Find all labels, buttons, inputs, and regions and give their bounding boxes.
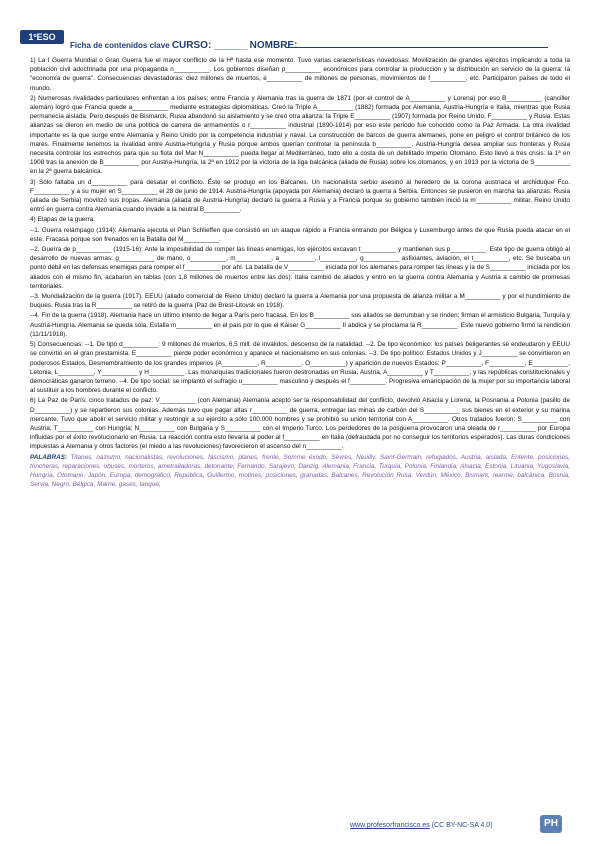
course-logo: 1ºESO: [20, 30, 64, 44]
section-4-1: --1. Guerra relámpago (1914): Alemania ejecuta el Plan Schlieffen que consistió en un ataque rápido a Francia entrando por Bélgica y Luxemburgo antes de que Rusia pueda atacar en el este. Fracasa porque son frenados en la Batalla del M__________.: [30, 226, 570, 243]
section-5: 5) Consecuencias: --1. De tipo d__________: 9 millones de muertos, 6,5 mill. de inválidos, descenso de la natalidad. --2. De tipo económico: los países beligerantes se endeudaron y EEUU se convirtió en el gran prestamista. E__________ pierde poder económico y aparece el nacionalismo en sus colonias. --3. De tipo político: Estados Unidos y J__________ se convirtieron en poderosos Estados. Desmembramiento de los grandes imperios (A__________, R__________, O__________) y aparición de nuevos Estados: P__________, F__________, E__________, Letonia, L__________, Y__________ y H__________. Las monarquías tradicionales fueron destronadas en Rusia, Austria, A__________ y T__________, y las repúblicas constitucionales y democráticas ganaron terreno. --4. De tipo social: se implantó el sufragio u__________ masculino y después el f__________. Progresiva emancipación de la mujer por su importancia laboral al sustituir a los hombres durante el conflicto.: [30, 341, 570, 395]
worksheet-content: [30, 56, 570, 490]
section-4-4: --4. Fin de la guerra (1918). Alemania hace un último intento de llegar a París pero fracasa. En los B__________ sus aliados se derrumban y se rinden; firman el armisticio Bulgaria, Turquía y Austria-Hungría. Alemania se queda sola. Estalla m__________ en el país por lo que el Káiser G__________ II abdica y se proclama la R__________. Este nuevo gobierno firmó la rendición (11/11/1918).: [30, 312, 570, 338]
footer: [350, 822, 493, 829]
word-bank-list: Titanes, nazismo, nacionalistas, revoluciones, fascismo, planes, frente, Somme éxodo, Sèvres, Neuilly, Saint-Germain, refugiados, Austria, aislada, Entente, posiciones, trincheras, reparaciones, obuses, morteros, ametralladoras, detonante, Fernando, Sarajevo, Danzig, Alemania, Francia, Turquía, Polonia, Finlandia, Alsacia, Estonia, Lituania, Yugoslavia, Hungría, Otomano, Japón, Europa, demográfico, República, Guillermo, motines, posiciones, granadas, Balcanes, Revolución Rusa, Verdún, México, Bismark, rearme, balcánica, Bosnia, Servia, Negro, Bélgica, Marne, gases, tanque,: [30, 453, 571, 489]
section-4-3: --3. Mundialización de la guerra (1917). EEUU (aliado comercial de Reino Unido) declaró la guerra a Alemania por una propuesta de alianza militar a M__________ y por el hundimiento de buques. Rusia tras la R__________ se retiró de la guerra (Paz de Brest-Litovsk en 1918).: [30, 293, 570, 310]
footer-link[interactable]: www.profesorfrancisco.es: [350, 822, 430, 829]
footer-license: (CC BY-NC-SA 4.0): [431, 822, 493, 829]
worksheet-title: Ficha de contenidos clave: [70, 41, 170, 50]
section-2: 2) Numerosas rivalidades particulares enfrentan a los países: entre Francia y Alemania tras la guerra de 1871 (por el control de A__________ y Lorena) por eso B__________ (canciller alemán) logró que Francia quede a__________ mediante estrategias diplomáticas. Creó la Triple A__________ (1882) formada por Alemania, Austria-Hungría e Italia, mientras que Rusia permanecía aislada. Pero después de Bismarck, Rusia abandonó su aislamiento y se creó otra alianza: la Triple E__________ (1907) formada por Reino Unido, F__________ y Rusia. Estas alianzas se dieron en medio de una política de carrera de armamentos o r__________ industrial (1890-1914) por eso este periodo fue conocido como la Paz Armada. La otra rivalidad importante es la que surge entre Alemania y Reino Unido por la competencia industrial y naval. La construcción de barcos de guerra alemanes, pone en peligro el control británico de los mares. Finalmente tenemos la rivalidad entre Austria-Hungría y Rusia porque ambos querían controlar la península b__________. Austria-Hungría desea ampliar sus fronteras y Rusia necesita controlar los estrechos para que su flota del Mar N__________ pueda llegar al Mediterráneo, todo ello a costa de un debilitado Imperio Otomano. Esto llevó a tres crisis: la 1ª en 1908 tras la anexión de B__________ por Austria-Hungría, la 2ª en 1912 por la victoria de la liga balcánica (aliada de Rusia) sobre los otomanos, y en 1913 por la victoria de S__________ en la 2ª guerra balcánica.: [30, 94, 570, 176]
section-6: 6) La Paz de París: cinco tratados de paz: V__________ (con Alemania) Alemania aceptó ser la responsabilidad del conflicto, devolvió Alsacia y Lorena, la Posnania a Polonia (pasillo de D__________) y se repartieron sus colonias. Además tuvo que pagar altas r__________ de guerra, entregar las minas de carbón del S__________ sus bienes en el exterior y su marina mercante. Tuvo que abolir el servicio militar y restringir a su ejército a sólo 100.000 hombres y se prohibió su unión territorial con A__________. Otros tratados fueron: S__________ con Austria; T__________ con Hungría; N__________ con Bulgaria y S__________ con el Imperio Turco. Los perdedores de la posguerra provocaron una oleada de r__________ por Europa influidas por el éxito revolucionario en Rusia. La reacción contra esto llevaría al poder al f__________ en Italia (defraudada por no conseguir los territorios esperados). Las duras condiciones impuestas a Alemania y otros factores (el miedo a las revoluciones) favorecieron el ascenso del n__________.: [30, 397, 570, 451]
section-3: 3) Sólo faltaba un d__________ para desatar el conflicto. Éste se produjo en los Balcanes. Un nacionalista serbio asesinó al heredero de la corona austríaca el archiduque Fco. F__________ y a su mujer en S__________ el 28 de junio de 1914. Austria-Hungría (apoyada por Alemania) declaró la guerra a Serbia. Entonces se pusieron en marcha las alianzas: Rusia (aliada de Serbia) movilizó sus tropas. Alemania (aliada de Austria-Hungría) declaró la guerra a Rusia y a Francia porque su gobierno también inició la m__________ militar. Reino Unido entró en guerra contra Alemania cuando invade a la neutral B__________.: [30, 178, 570, 214]
ph-logo-icon: PH: [540, 815, 562, 833]
word-bank: [30, 453, 570, 490]
section-1: 1) La I Guerra Mundial o Gran Guerra fue el mayor conflicto de la Hª hasta ese momento. Tuvo varias características novedosas: Movilización de grandes ejércitos implicando a toda la población civil adoctrinada por una propaganda n__________. Los gobiernos diseñan p__________ económicos para controlar la producción y la distribución en servicio de la guerra: la "economía de guerra". Consecuencias devastadoras: diez millones de muertos, é__________ de millones de personas, movimientos de f__________, etc. Participaron países de todo el mundo.: [30, 57, 570, 92]
section-4-heading: 4) Etapas de la guerra:: [30, 216, 96, 224]
section-4-2: --2. Guerra de p__________ (1915-16): Ante la imposibilidad de romper las líneas enemigas, los ejércitos excavan t__________ y mantienen sus p__________. Este tipo de guerra obligó al desarrollo de nuevas armas: g__________ de mano, o__________, m__________, a__________, l__________, g__________ asfixiantes, aviación, el t__________, etc. Se buscaba un punto débil en las defensas enemigas para romper el f__________ por ahí. La batalla de V__________ iniciada por los alemanes para romper las líneas y la de S__________ iniciada por los aliados con el mismo fin, acabaron en tablas (con 1,8 millones de muertos entre las dos). Italia cambió de aliados y entró en la guerra contra Alemania y Austria a cambio de promesas territoriales.: [30, 246, 570, 290]
word-bank-label: PALABRAS:: [30, 453, 68, 461]
name-underline: [286, 47, 548, 48]
curso-label: CURSO: ______: [171, 40, 248, 51]
worksheet-header: [70, 40, 297, 51]
nombre-label: NOMBRE:: [249, 40, 298, 51]
